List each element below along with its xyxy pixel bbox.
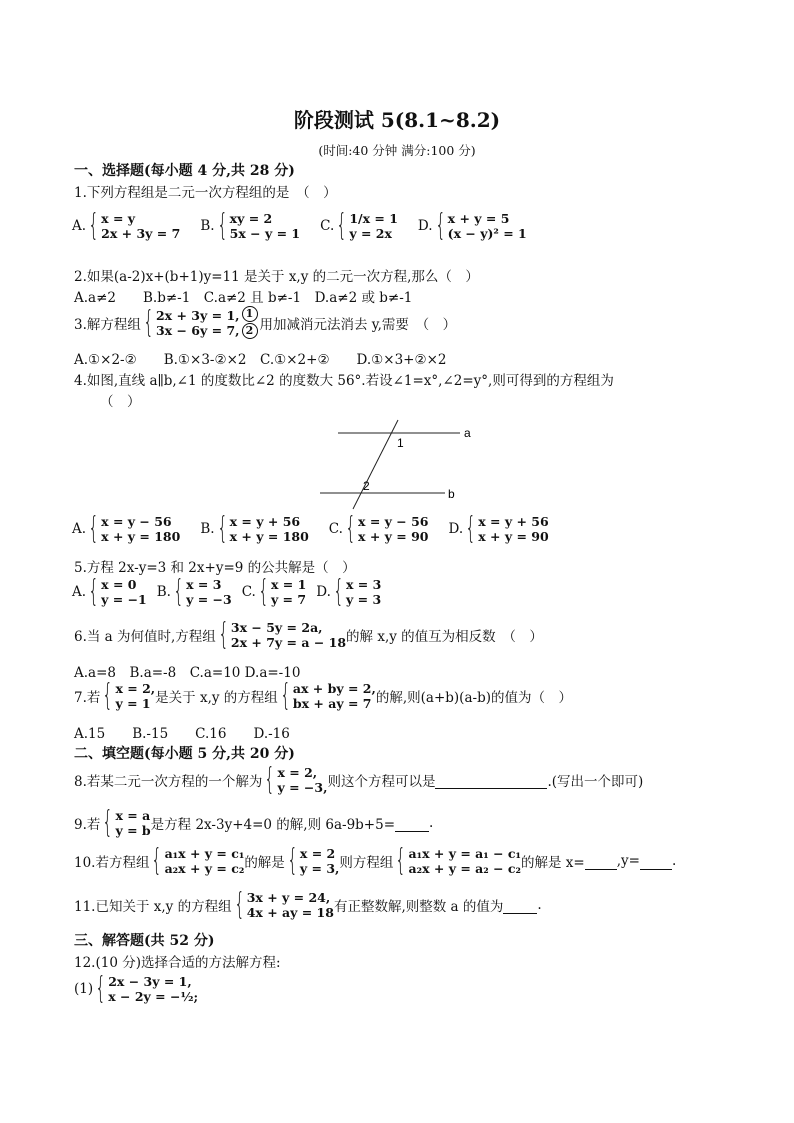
option-c[interactable]: C. { 1/x = 1 y = 2x [320,208,398,243]
section-heading-choice: 一、选择题(每小题 4 分,共 28 分) [74,163,295,179]
question-2-options: A.a≠2 B.b≠-1 C.a≠2 且 b≠-1 D.a≠2 或 b≠-1 [74,290,413,306]
question-12-stem: 12.(10 分)选择合适的方法解方程: [74,955,281,971]
question-9-stem: 9.若 { x = a y = b 是方程 2x-3y+4=0 的解,则 6a-9b+5= . [74,805,434,840]
option-a[interactable]: A. { x = 0 y = −1 [72,574,147,609]
option-c[interactable]: C. { x = 1 y = 7 [241,574,307,609]
question-5-options [72,574,401,609]
question-6-stem: 6.当 a 为何值时,方程组 { 3x − 5y = 2a, 2x + 7y = a − 18 的解 x,y 的值互为相反数 （ ） [74,617,543,652]
question-11-stem: 11.已知关于 x,y 的方程组 { 3x + y = 24, 4x + ay = 18 有正整数解,则整数 a 的值为 . [74,887,542,922]
question-3-stem: 3.解方程组 { 2x + 3y = 1, 3x − 6y = 7, 1 2 用加减消元法消去 y,需要 （ ） [74,304,457,340]
question-5-stem: 5.方程 2x-y=3 和 2x+y=9 的公共解是（ ） [74,560,356,576]
option-c[interactable]: C. { x = y − 56 x + y = 90 [328,511,429,546]
circled-2: 2 [242,323,258,339]
question-6-options: A.a=8 B.a=-8 C.a=10 D.a=-10 [74,665,301,681]
angle-1-label: 1 [397,436,404,450]
question-1-stem: 1.下列方程组是二元一次方程组的是 （ ） [74,185,337,201]
parallel-lines-figure [320,418,480,510]
answer-blank-x[interactable] [585,853,617,870]
option-d[interactable]: D. { x + y = 5 (x − y)² = 1 [417,208,527,243]
exam-info: (时间:40 分钟 满分:100 分) [318,143,476,158]
section-heading-fill: 二、填空题(每小题 5 分,共 20 分) [74,746,295,762]
question-7-options: A.15 B.-15 C.16 D.-16 [74,726,290,742]
option-a[interactable]: A. { x = y − 56 x + y = 180 [72,511,181,546]
answer-blank-y[interactable] [640,853,672,870]
label-a: a [464,426,471,440]
option-d[interactable]: D. { x = 3 y = 3 [316,574,382,609]
question-4-paren: （ ） [100,394,141,410]
question-8-stem: 8.若某二元一次方程的一个解为 { x = 2, y = −3, 则这个方程可以是 .(写出一个即可) [74,762,644,797]
question-3-options: A.①×2-② B.①×3-②×2 C.①×2+② D.①×3+②×2 [74,352,447,368]
question-12-part-1: (1) { 2x − 3y = 1, x − 2y = −½; [74,971,199,1006]
option-a[interactable]: A. { x = y 2x + 3y = 7 [72,208,181,243]
question-1-options [72,208,547,243]
option-b[interactable]: B. { xy = 2 5x − y = 1 [200,208,301,243]
page-title: 阶段测试 5(8.1~8.2) [293,108,501,132]
answer-blank[interactable] [503,897,537,914]
label-b: b [448,487,455,501]
answer-blank[interactable] [435,772,547,789]
option-b[interactable]: B. { x = y + 56 x + y = 180 [200,511,309,546]
angle-2-label: 2 [363,479,370,493]
circled-1: 1 [242,306,258,322]
section-heading-answer: 三、解答题(共 52 分) [74,933,215,949]
question-4-stem: 4.如图,直线 a∥b,∠1 的度数比∠2 的度数大 56°.若设∠1=x°,∠2=y°,则可得到的方程组为 [74,373,614,389]
question-10-stem: 10.若方程组 { a₁x + y = c₁ a₂x + y = c₂ 的解是 { x = 2 y = 3, 则方程组 { a₁x + y = a₁ − c₁ a₂x + y = a₂ − c₂ 的解是 x= ,y= . [74,843,677,878]
question-7-stem: 7.若 { x = 2, y = 1 是关于 x,y 的方程组 { ax + by = 2, bx + ay = 7 的解,则(a+b)(a-b)的值为（ ） [74,678,572,713]
option-b[interactable]: B. { x = 3 y = −3 [156,574,232,609]
question-4-options [72,511,569,546]
option-d[interactable]: D. { x = y + 56 x + y = 90 [448,511,549,546]
answer-blank[interactable] [395,815,429,832]
question-2-stem: 2.如果(a-2)x+(b+1)y=11 是关于 x,y 的二元一次方程,那么（ ） [74,269,479,285]
